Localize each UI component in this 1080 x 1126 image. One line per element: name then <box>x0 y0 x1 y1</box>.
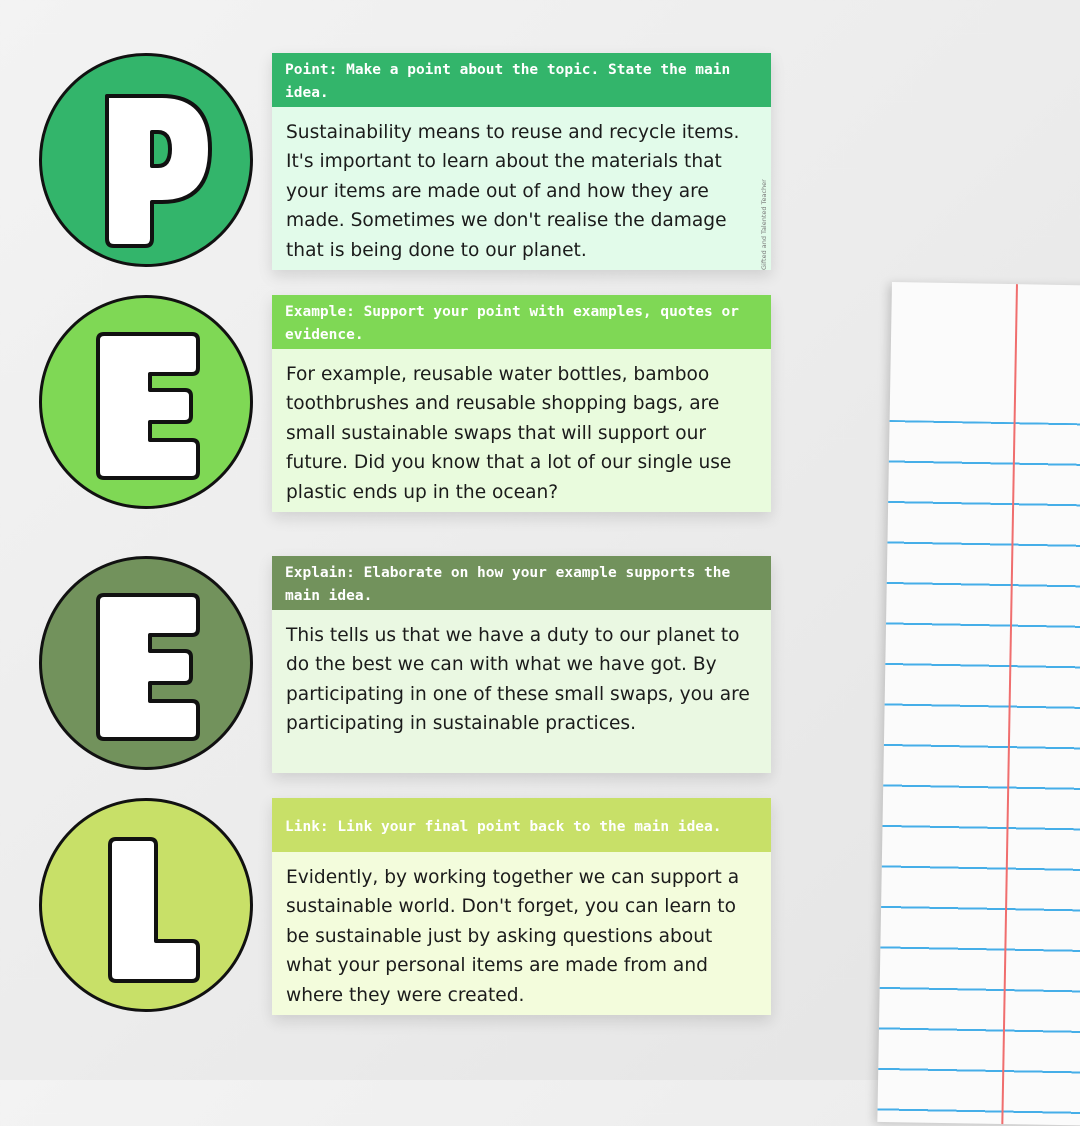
link-body: Evidently, by working together we can support a sustainable world. Don't forget, you can learn to be sustainable just by asking questions about what your personal items are made from and where they were created. <box>272 852 771 1015</box>
point-body: Sustainability means to reuse and recycle items. It's important to learn about the materials that your items are made out of and how they are made. Sometimes we don't realise the damage that is being done to our planet. <box>272 107 771 270</box>
example-heading: Example: Support your point with examples, quotes or evidence. <box>272 295 771 349</box>
letter-e-glyph <box>98 334 198 478</box>
letter-l-glyph <box>110 839 198 981</box>
point-card <box>272 53 771 270</box>
letter-circle-p <box>39 53 253 267</box>
letter-circle-l <box>39 798 253 1012</box>
lined-paper <box>877 282 1080 1126</box>
watermark: Gifted and Talented Teacher <box>760 179 768 270</box>
letter-circle-e-explain <box>39 556 253 770</box>
explain-card <box>272 556 771 773</box>
explain-body: This tells us that we have a duty to our planet to do the best we can with what we have got. By participating in one of these small swaps, you are participating in sustainable practices. <box>272 610 771 773</box>
letter-circle-e-example <box>39 295 253 509</box>
link-card <box>272 798 771 1015</box>
letter-e-glyph <box>98 595 198 739</box>
link-heading: Link: Link your final point back to the main idea. <box>272 798 771 852</box>
letter-p-glyph <box>107 96 210 246</box>
point-heading: Point: Make a point about the topic. State the main idea. <box>272 53 771 107</box>
example-card <box>272 295 771 512</box>
example-body: For example, reusable water bottles, bamboo toothbrushes and reusable shopping bags, are small sustainable swaps that will support our future. Did you know that a lot of our single use plastic ends up in the ocean? <box>272 349 771 512</box>
explain-heading: Explain: Elaborate on how your example supports the main idea. <box>272 556 771 610</box>
paper-rule-lines <box>877 420 1080 1126</box>
